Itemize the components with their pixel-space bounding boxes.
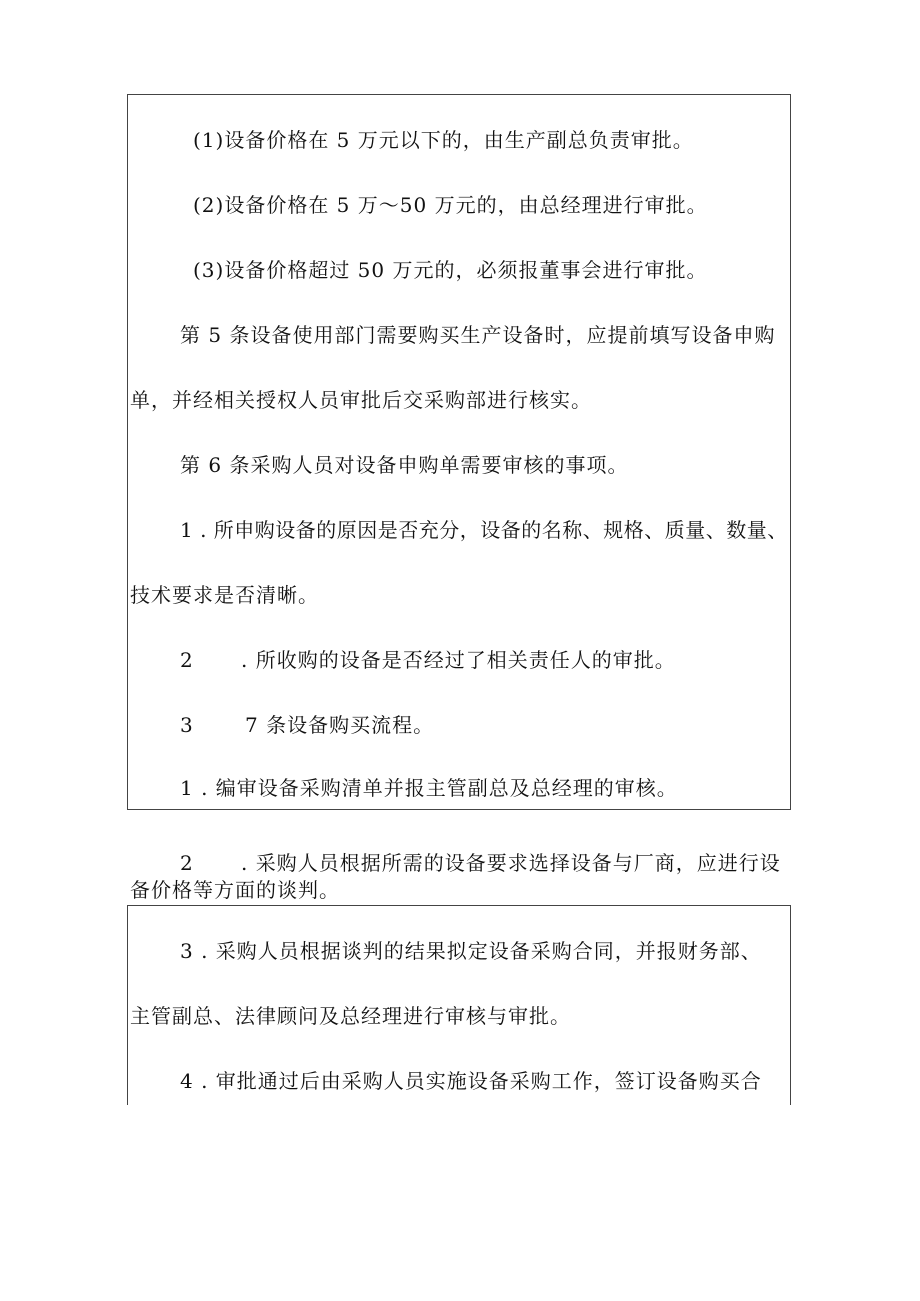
clause-item-2: (2)设备价格在 5 万～50 万元的，由总经理进行审批。 (193, 193, 708, 217)
process-step-2-line-2: 备价格等方面的谈判。 (130, 878, 340, 902)
article-5-line-1: 第 5 条设备使用部门需要购买生产设备时，应提前填写设备申购 (180, 323, 776, 347)
process-step-2-line-1: . 采购人员根据所需的设备要求选择设备与厂商，应进行设 (241, 851, 781, 875)
clause-item-1: (1)设备价格在 5 万元以下的，由生产副总负责审批。 (193, 128, 694, 152)
article-7-heading: 7 条设备购买流程。 (245, 713, 435, 737)
review-item-2-number: 2 (180, 648, 194, 672)
process-step-3-line-1: 3 . 采购人员根据谈判的结果拟定设备采购合同，并报财务部、 (180, 939, 762, 963)
review-item-1-line-1: 1 . 所申购设备的原因是否充分，设备的名称、规格、质量、数量、 (180, 518, 788, 542)
article-5-line-2: 单，并经相关授权人员审批后交采购部进行核实。 (130, 388, 592, 412)
review-item-1-line-2: 技术要求是否清晰。 (130, 583, 319, 607)
process-step-2-number: 2 (180, 851, 194, 875)
process-step-4-line-1: 4 . 审批通过后由采购人员实施设备采购工作，签订设备购买合 (180, 1069, 762, 1093)
process-step-1: 1 . 编审设备采购清单并报主管副总及总经理的审核。 (180, 776, 678, 800)
process-step-3-line-2: 主管副总、法律顾问及总经理进行审核与审批。 (130, 1004, 571, 1028)
review-item-2-text: . 所收购的设备是否经过了相关责任人的审批。 (241, 648, 676, 672)
clause-item-3: (3)设备价格超过 50 万元的，必须报董事会进行审批。 (193, 258, 708, 282)
article-7-number: 3 (180, 713, 194, 737)
article-6-heading: 第 6 条采购人员对设备申购单需要审核的事项。 (180, 453, 629, 477)
